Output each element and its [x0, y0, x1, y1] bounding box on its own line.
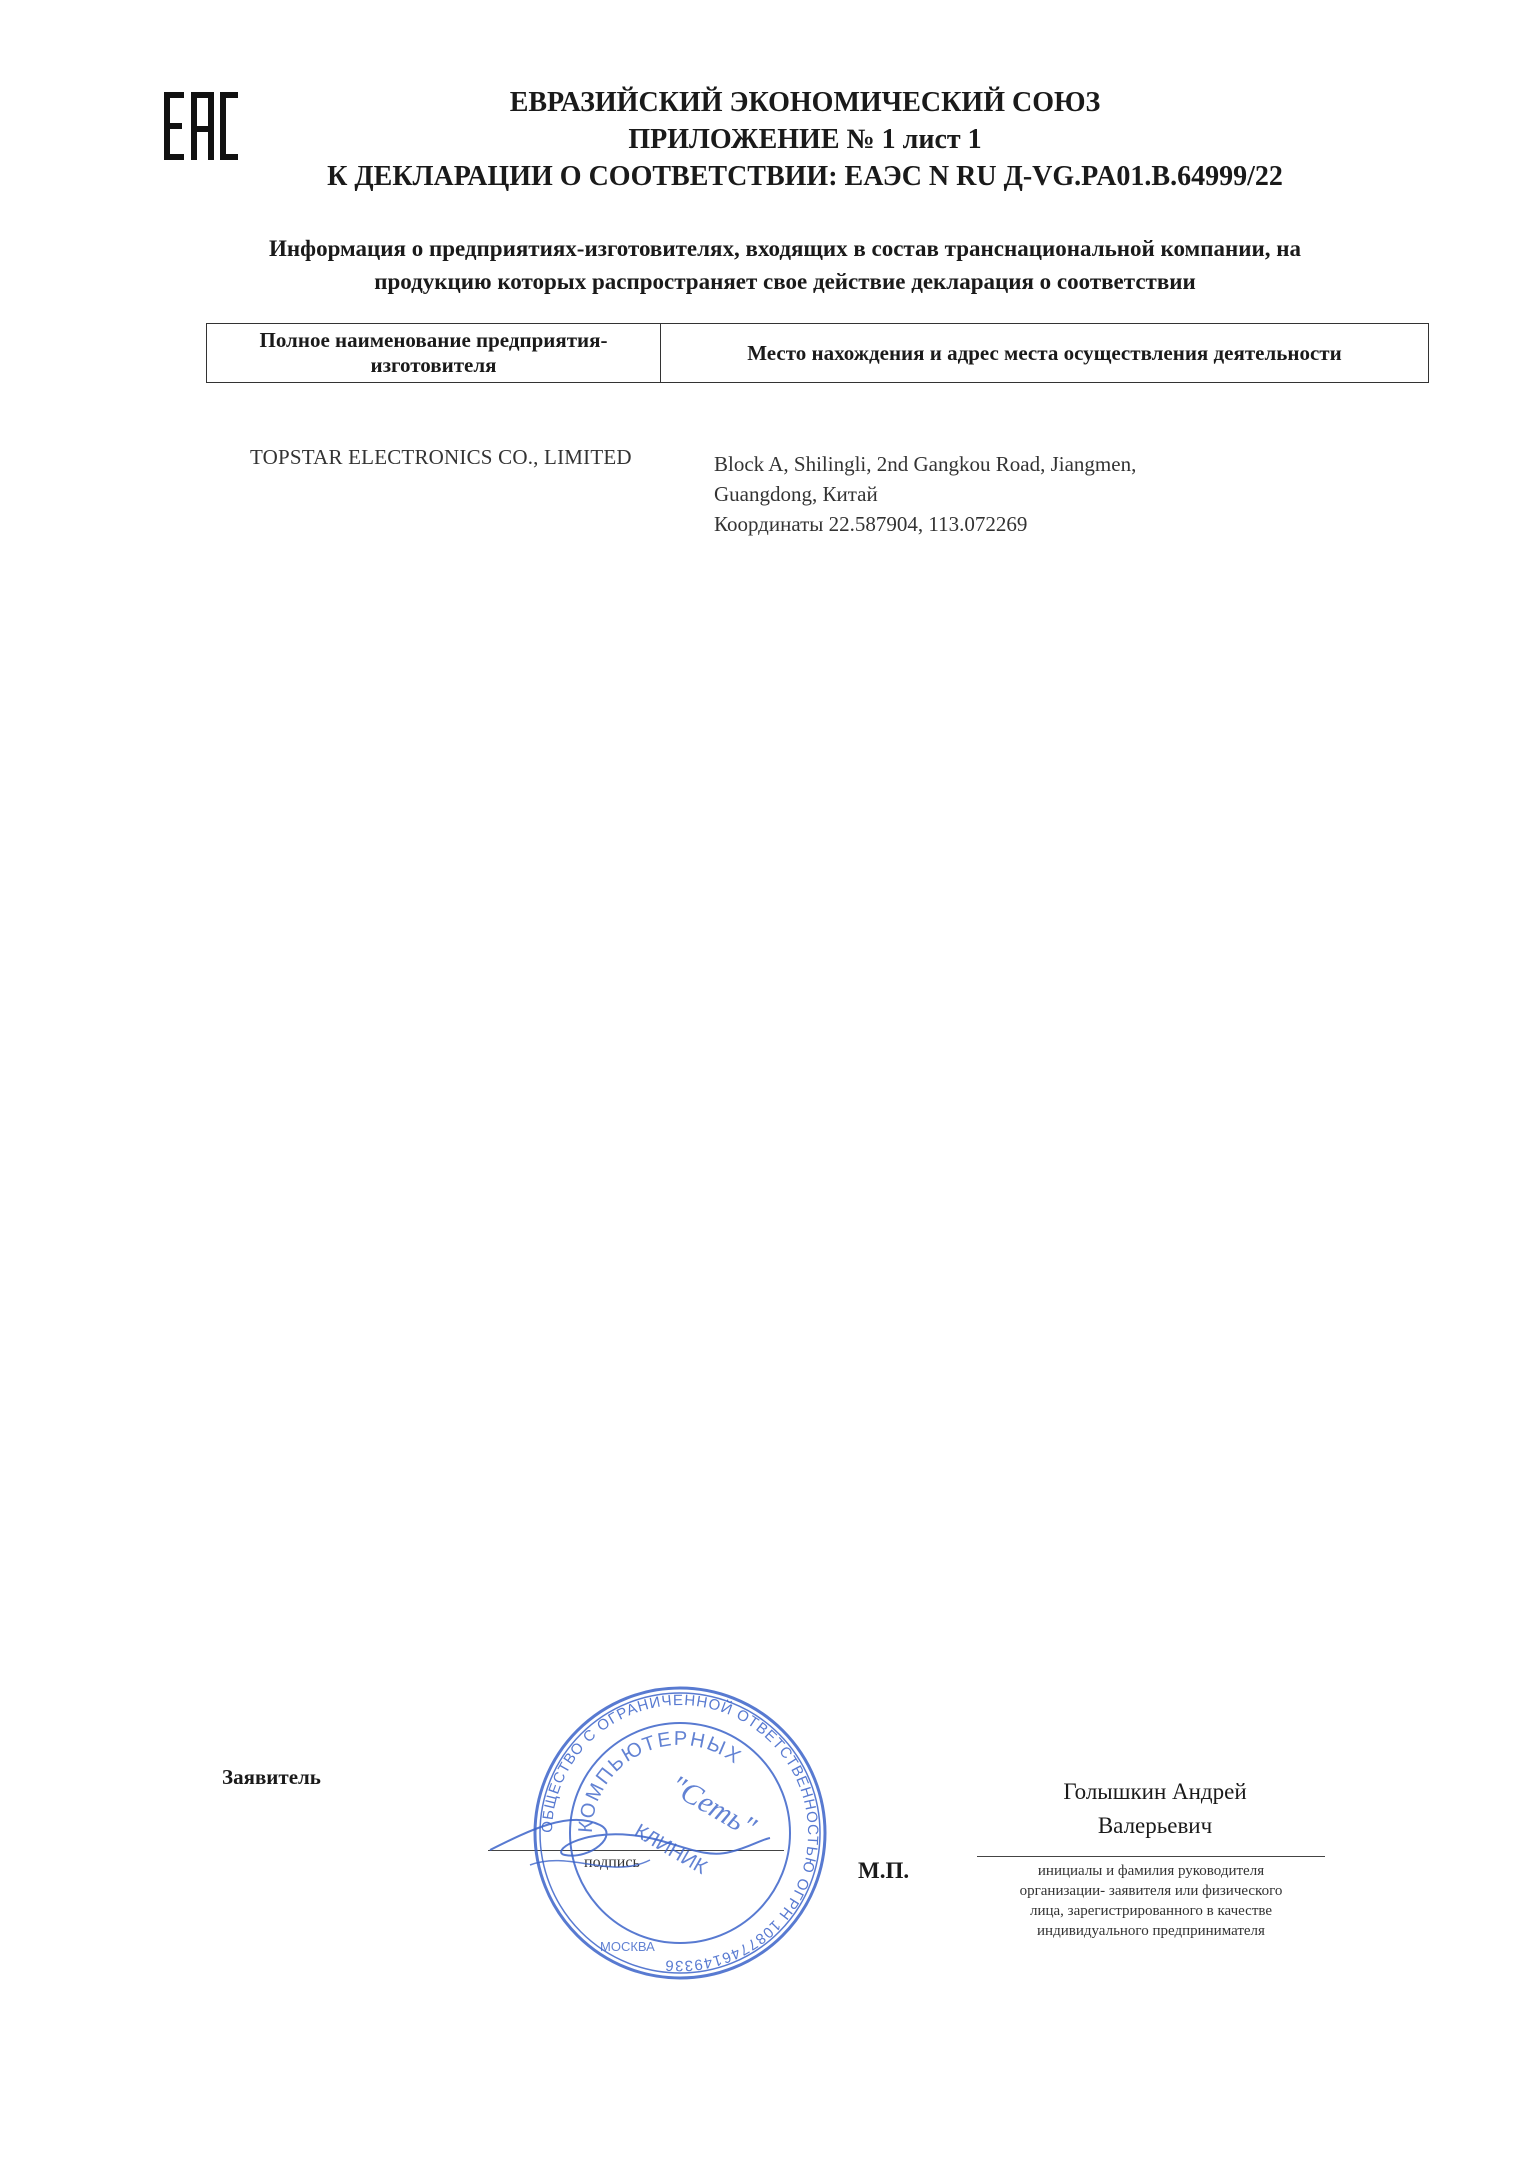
header-declaration: К ДЕКЛАРАЦИИ О СООТВЕТСТВИИ: ЕАЭС N RU Д-VG.PA01.В.64999/22 — [327, 161, 1283, 192]
signer-name-line1: Голышкин Андрей — [1063, 1779, 1247, 1804]
signer-caption-line4: индивидуального предпринимателя — [1037, 1923, 1265, 1939]
signature-caption: подпись — [584, 1854, 640, 1871]
column-manufacturer-name-line2: изготовителя — [370, 353, 497, 377]
info-line-2: продукцию которых распространяет свое действие декларация о соответствии — [374, 269, 1196, 294]
signer-caption-line1: инициалы и фамилия руководителя — [1037, 1863, 1265, 1879]
header-appendix: ПРИЛОЖЕНИЕ № 1 лист 1 — [628, 124, 982, 155]
column-manufacturer-name-line1: Полное наименование предприятия- — [259, 328, 608, 352]
seal-place-label: М.П. — [858, 1858, 910, 1883]
signer-name-line — [977, 1856, 1325, 1857]
handwritten-signature — [470, 1790, 790, 1910]
eac-logo — [162, 88, 240, 164]
column-address: Место нахождения и адрес места осуществления деятельности — [747, 340, 1342, 365]
header-union: ЕВРАЗИЙСКИЙ ЭКОНОМИЧЕСКИЙ СОЮЗ — [509, 87, 1101, 118]
address-line-2: Guangdong, Китай — [714, 482, 878, 506]
applicant-label: Заявитель — [222, 1765, 321, 1789]
stamp-city: МОСКВА — [600, 1939, 655, 1954]
signer-caption — [970, 1861, 1332, 1941]
svg-text:ОБЩЕСТВО С ОГРАНИЧЕННОЙ ОТВЕТС: ОБЩЕСТВО С ОГРАНИЧЕННОЙ ОТВЕТСТВЕННОСТЬЮ ОГРН 1087746149336 — [538, 1691, 822, 1975]
manufacturers-table-header — [206, 323, 1429, 383]
manufacturer-address — [714, 449, 1136, 539]
signer-name-line2: Валерьевич — [1097, 1813, 1213, 1838]
info-paragraph — [180, 232, 1390, 298]
stamp-center: "Сеть" — [663, 1768, 762, 1844]
address-line-1: Block A, Shilingli, 2nd Gangkou Road, Jiangmen, — [714, 452, 1137, 476]
manufacturer-name: TOPSTAR ELECTRONICS CO., LIMITED — [250, 445, 632, 469]
stamp-inner-line2: КЛИНИК — [630, 1820, 711, 1879]
document-header — [240, 84, 1370, 195]
svg-text:КОМПЬЮТЕРНЫХ: КОМПЬЮТЕРНЫХ — [574, 1727, 746, 1834]
address-coordinates: Координаты 22.587904, 113.072269 — [714, 512, 1028, 536]
signer-name — [1030, 1775, 1280, 1843]
signer-caption-line2: организации- заявителя или физического — [1019, 1883, 1283, 1899]
info-line-1: Информация о предприятиях-изготовителях, входящих в состав транснациональной компании, на — [269, 236, 1301, 261]
column-manufacturer-name — [207, 324, 661, 382]
signer-caption-line3: лица, зарегистрированного в качестве — [1029, 1903, 1273, 1919]
